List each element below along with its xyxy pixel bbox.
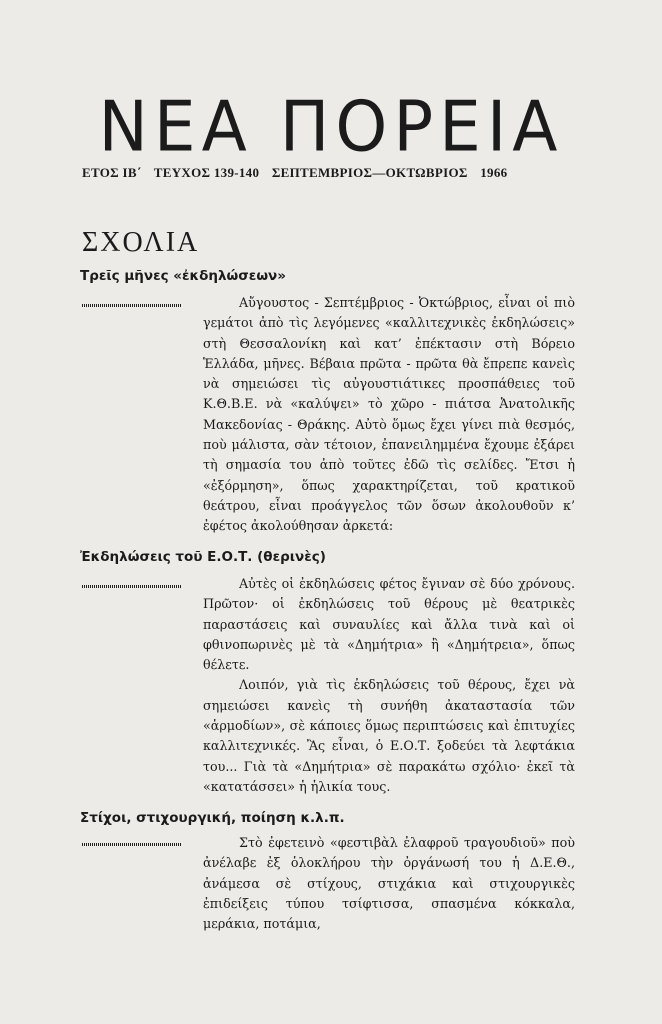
masthead-title: ΝΕΑ ΠΟΡΕΙΑ: [98, 85, 564, 168]
issue-yearnum: 1966: [480, 165, 508, 180]
note-heading: Στίχοι, στιχουργική, ποίηση κ.λ.π.: [80, 810, 345, 826]
note-body: [203, 574, 575, 797]
paragraph: Αὐτὲς οἱ ἐκδηλώσεις φέτος ἔγιναν σὲ δύο χρόνους. Πρῶτον· οἱ ἐκδηλώσεις τοῦ θέρους μὲ θεατρικὲς παραστάσεις καὶ συναυλίες καὶ ἄλλα τινὰ καὶ οἱ φθινοπωρινὲς μὲ τὰ «Δημήτρια» ἢ «Δημήτρεια», ὅπως θέλετε.: [203, 576, 575, 673]
paragraph: Αὔγουστος - Σεπτέμβριος - Ὀκτώβριος, εἶναι οἱ πιὸ γεμάτοι ἀπὸ τὶς λεγόμενες «καλλιτεχνικὲς ἐκδηλώσεις» στὴ Θεσσαλονίκη καὶ κατ’ ἐπέκτασιν στὴ Βόρειο Ἑλλάδα, μῆνες. Βέβαια πρῶτα - πρῶτα θὰ ἔπρεπε κανεὶς νὰ σημειώσει τὶς αὐγουστιάτικες προσπάθειες τοῦ Κ.Θ.Β.Ε. νὰ «καλύψει» τὸ χῶρο - πιάτσα Ἀνατολικῆς Μακεδονίας - Θράκης. Αὐτὸ ὅμως ἔχει γίνει πιὰ θεσμός, ποὺ μάλιστα, σὰν τέτοιον, ἐπανειλημμένα ἔχουμε ἐξάρει τὴ σημασία του ἀπὸ τοῦτες ἐδῶ τὶς σελίδες. Ἔτσι ἡ «ἐξόρμηση», ὅπως χαρακτηρίζεται, τοῦ κρατικοῦ θεάτρου, εἶναι προάγγελος τῶν ὅσων ἀκολουθοῦν κ’ ἐφέτος ἀκολούθησαν ἀρκετά:: [203, 295, 575, 534]
divider-rule: [82, 585, 182, 588]
note-heading: Τρεῖς μῆνες «ἐκδηλώσεων»: [80, 268, 286, 284]
paragraph: Στὸ ἐφετεινὸ «φεστιβὰλ ἐλαφροῦ τραγουδιοῦ» ποὺ ἀνέλαβε ἐξ ὁλοκλήρου τὴν ὀργάνωσή του ἡ Δ.Ε.Θ., ἀνάμεσα σὲ στίχους, στιχάκια καὶ στιχουργικὲς ἐπιδείξεις τύπου τσίφτισσα, σπασμένα κόκκαλα, μεράκια, ποτάμια,: [203, 835, 575, 932]
paragraph: Λοιπόν, γιὰ τὶς ἐκδηλώσεις τοῦ θέρους, ἔχει νὰ σημειώσει κανεὶς τὴ συνήθη ἀκαταστασία τῶν «ἁρμοδίων», σὲ κάποιες ὅμως περιπτώσεις καὶ ἐπιτυχίες καλλιτεχνικές. Ἂς εἶναι, ὁ Ε.Ο.Τ. ξοδεύει τὰ λεφτάκια του... Γιὰ τὰ «Δημήτρια» σὲ παρακάτω σχόλιο· ἐκεῖ τὰ «κατατάσσει» ἡ ἡλικία τους.: [203, 677, 575, 794]
section-title: ΣΧΟΛΙΑ: [82, 227, 200, 258]
issue-number: ΤΕΥΧΟΣ 139-140: [153, 165, 260, 180]
note-body: [203, 833, 575, 934]
divider-rule: [82, 304, 182, 307]
note-heading: Ἐκδηλώσεις τοῦ Ε.Ο.Τ. (θερινὲς): [80, 549, 326, 565]
issue-months: ΣΕΠΤΕΜΒΡΙΟΣ—ΟΚΤΩΒΡΙΟΣ: [271, 165, 468, 180]
divider-rule: [82, 843, 182, 846]
issue-year: ΕΤΟΣ ΙΒ΄: [82, 165, 142, 180]
issue-line: [82, 165, 602, 181]
note-body: [203, 293, 575, 537]
